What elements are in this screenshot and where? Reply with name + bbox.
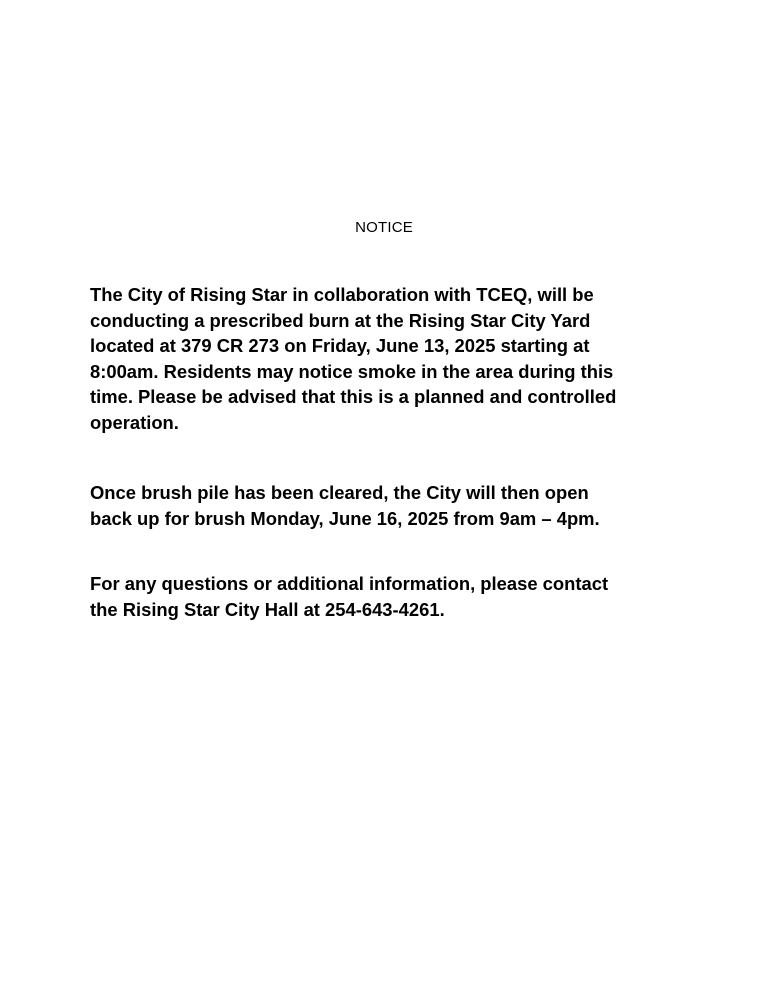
paragraph-line: the Rising Star City Hall at 254-643-4261. <box>90 598 445 620</box>
paragraph-line: located at 379 CR 273 on Friday, June 13, 2025 starting at <box>90 335 590 356</box>
paragraph-line: conducting a prescribed burn at the Rising Star City Yard <box>90 309 591 331</box>
paragraph-line: back up for brush Monday, June 16, 2025 from 9am – 4pm. <box>90 507 600 529</box>
paragraph-line: operation. <box>90 411 179 433</box>
paragraph-line: time. Please be advised that this is a planned and controlled <box>90 386 617 407</box>
paragraph-line: Once brush pile has been cleared, the City will then open <box>90 482 589 503</box>
paragraph-line: 8:00am. Residents may notice smoke in the area during this <box>90 360 614 382</box>
paragraph-line: For any questions or additional information, please contact <box>90 573 609 594</box>
paragraph-line: The City of Rising Star in collaboration with TCEQ, will be <box>90 284 594 305</box>
brush-reopening-paragraph <box>90 480 690 531</box>
notice-title: NOTICE <box>355 219 413 236</box>
burn-announcement-paragraph <box>90 282 690 435</box>
contact-paragraph <box>90 571 690 622</box>
